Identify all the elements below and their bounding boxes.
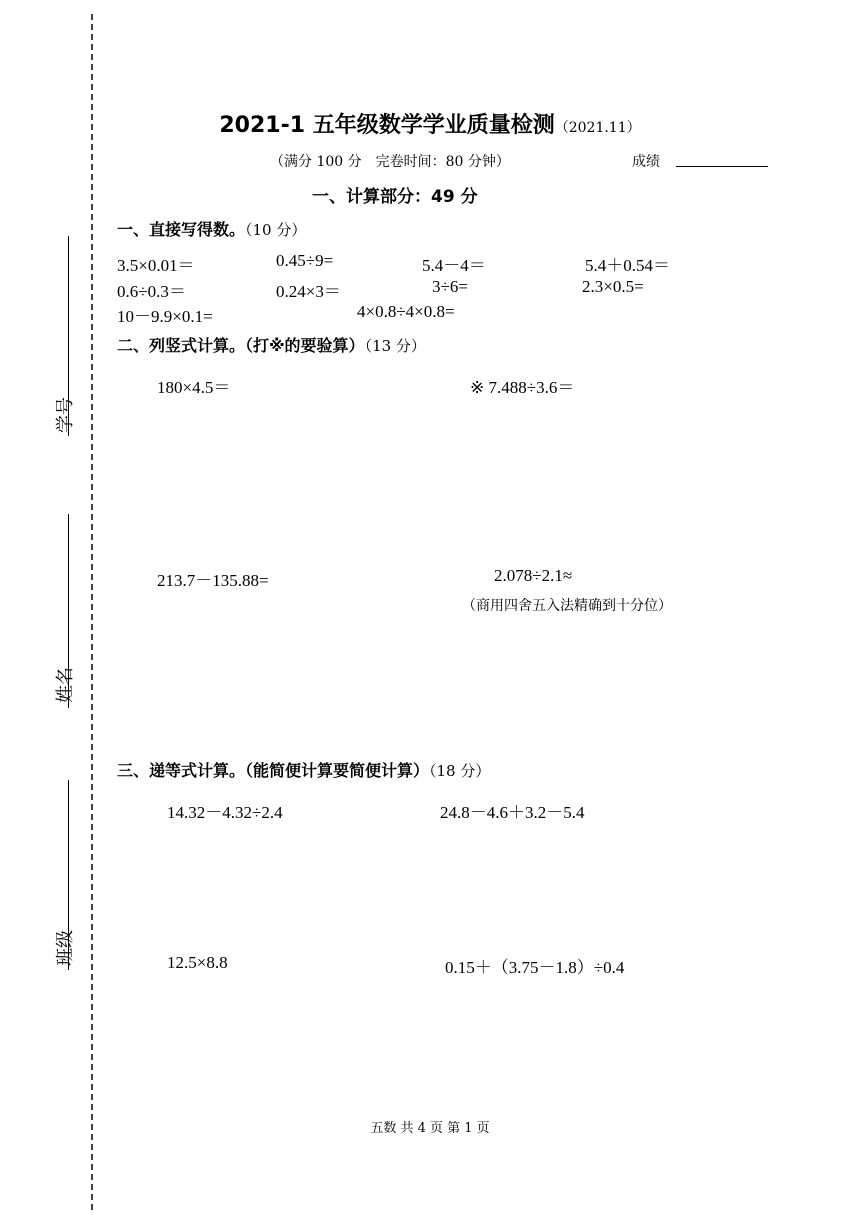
title-date: （2021.11） (554, 120, 641, 136)
problem: 0.45÷9= (276, 251, 334, 270)
problem: 5.4－4＝ (422, 256, 486, 275)
problem: 12.5×8.8 (167, 953, 228, 972)
part-title: 一、计算部分：49 分 (312, 187, 478, 207)
problem: 4×0.8÷4×0.8= (357, 302, 455, 321)
problem: 2.078÷2.1≈ (494, 566, 573, 585)
page-title (0, 108, 860, 139)
problem: ※ 7.488÷3.6＝ (470, 378, 575, 397)
student-no-label: 学号 (55, 397, 76, 433)
score-label: 成绩 (632, 154, 660, 170)
section1-heading: 一、直接写得数。（10 分） (117, 220, 307, 239)
score-blank[interactable] (676, 166, 768, 167)
title-text: 2021-1 五年级数学学业质量检测 (219, 113, 555, 138)
name-label: 姓名 (55, 667, 76, 703)
problem: 0.15＋（3.75－1.8）÷0.4 (445, 958, 625, 977)
exam-info: （满分 100 分 完卷时间：80 分钟） (270, 154, 510, 170)
problem: 3÷6= (432, 277, 468, 296)
problem: 14.32－4.32÷2.4 (167, 803, 283, 822)
problem: 0.6÷0.3＝ (117, 282, 186, 301)
page-footer: 五数 共 4 页 第 1 页 (370, 1121, 490, 1136)
problem: 24.8－4.6＋3.2－5.4 (440, 803, 585, 822)
problem: 213.7－135.88= (157, 571, 269, 590)
section2-heading: 二、列竖式计算。（打※的要验算）（13 分） (117, 336, 426, 355)
class-label: 班级 (55, 930, 76, 966)
rounding-note: （商用四舍五入法精确到十分位） (462, 598, 672, 614)
problem: 5.4＋0.54＝ (585, 256, 670, 275)
problem: 2.3×0.5= (582, 277, 644, 296)
problem: 0.24×3＝ (276, 282, 341, 301)
problem: 10－9.9×0.1= (117, 307, 213, 326)
problem: 3.5×0.01＝ (117, 256, 195, 275)
problem: 180×4.5＝ (157, 378, 231, 397)
binding-dashed-line (91, 14, 93, 1210)
section3-heading: 三、递等式计算。（能简便计算要简便计算）（18 分） (117, 761, 491, 780)
